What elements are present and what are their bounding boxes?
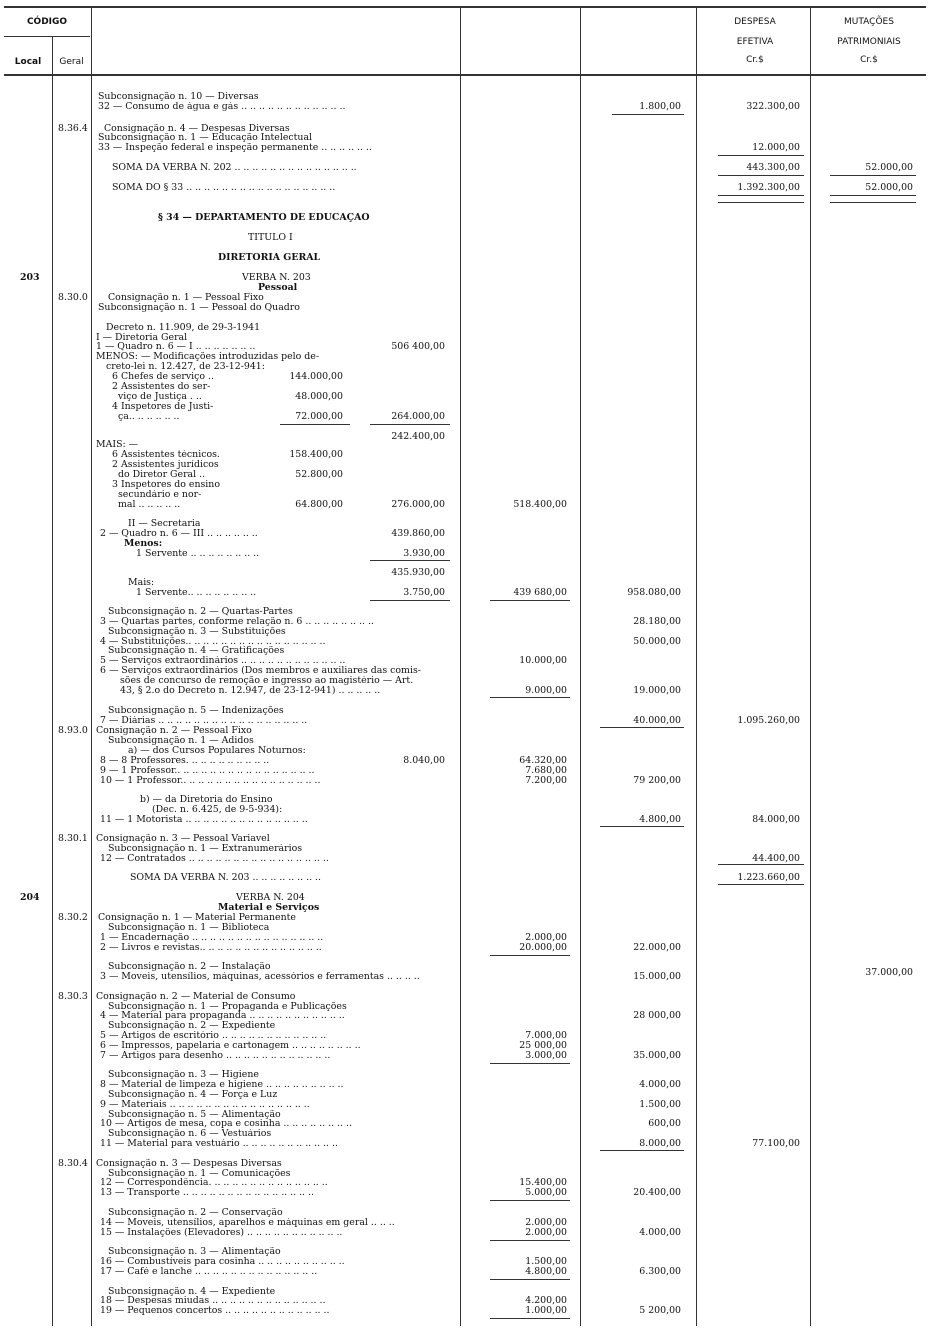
text-line: (Dec. n. 6.425, de 9-5-934): xyxy=(152,805,283,815)
subtotal-rule xyxy=(490,1200,570,1201)
text-line: 6 — Serviços extraordinários (Dos membros e auxiliares das comis- xyxy=(100,666,421,676)
text-line: ça.. .. .. .. .. .. xyxy=(118,412,180,422)
header-mutacoes-2: PATRIMONIAIS xyxy=(837,37,901,47)
text-line: Subconsignação n. 1 — Educação Intelectual xyxy=(98,133,313,143)
text-line: 33 — Inspeção federal e inspeção permanente .. .. .. .. .. .. xyxy=(98,143,372,153)
text-line: 1 — Quadro n. 6 — I .. .. .. .. .. .. .. xyxy=(96,342,256,352)
amount: 264.000,00 xyxy=(391,411,445,422)
header-bottom-rule xyxy=(4,74,926,76)
text-line: Consignação n. 2 — Material de Consumo xyxy=(96,992,296,1002)
amount: 1.223.660,00 xyxy=(737,872,800,883)
amount: 2.000,00 xyxy=(525,932,567,943)
text-line: DIRETORIA GERAL xyxy=(218,253,321,263)
text-line: 3 — Moveis, utensílios, máquinas, acessórios e ferramentas .. .. .. .. xyxy=(100,972,420,982)
text-line: II — Secretaria xyxy=(128,519,201,529)
text-line: 2 Assistentes jurídicos xyxy=(112,460,219,470)
amount: 15.400,00 xyxy=(519,1177,567,1188)
subtotal-rule xyxy=(600,826,684,827)
header-local: Local xyxy=(14,57,42,67)
text-line: Menos: xyxy=(124,539,163,549)
subtotal-rule xyxy=(490,1063,570,1064)
text-line: 5 — Serviços extraordinários .. .. .. .. .. .. .. .. .. .. .. .. xyxy=(100,656,346,666)
subtotal-rule xyxy=(718,864,804,865)
text-line: Subconsignação n. 3 — Higiene xyxy=(108,1070,259,1080)
amount: 40.000,00 xyxy=(633,715,681,726)
amount: 10.000,00 xyxy=(519,655,567,666)
code-geral: 8.36.4 xyxy=(58,123,88,134)
header-despesa-2: EFETIVA xyxy=(736,37,774,47)
col-rule-a xyxy=(460,8,461,1326)
subtotal-rule xyxy=(830,175,916,176)
subtotal-rule xyxy=(490,955,570,956)
text-line: 9 — Materiais .. .. .. .. .. .. .. .. .. .. .. .. .. .. .. .. xyxy=(100,1100,310,1110)
text-line: Subconsignação n. 2 — Conservação xyxy=(108,1208,283,1218)
amount: 4.200,00 xyxy=(525,1295,567,1306)
subtotal-rule xyxy=(370,600,450,601)
amount: 6.300,00 xyxy=(639,1266,681,1277)
header-mutacoes-3: Cr.$ xyxy=(860,55,878,65)
text-line: TÍTULO I xyxy=(248,233,293,243)
subtotal-rule xyxy=(490,1318,570,1319)
subtotal-rule xyxy=(490,1279,570,1280)
text-line: Subconsignação n. 1 — Comunicações xyxy=(108,1169,291,1179)
code-geral: 8.30.1 xyxy=(58,833,88,844)
text-line: Subconsignação n. 4 — Expediente xyxy=(108,1287,276,1297)
header-subrule xyxy=(4,36,90,37)
col-rule-geral xyxy=(91,8,92,1326)
text-line: Decreto n. 11.909, de 29-3-1941 xyxy=(106,323,261,333)
text-line: Material e Serviços xyxy=(218,903,320,913)
text-line: Consignação n. 1 — Pessoal Fixo xyxy=(108,293,264,303)
amount: 20.400,00 xyxy=(633,1187,681,1198)
subtotal-rule xyxy=(612,114,684,115)
text-line: 17 — Café e lanche .. .. .. .. .. .. .. .. .. .. .. .. .. .. xyxy=(100,1267,318,1277)
amount: 3.000,00 xyxy=(525,1050,567,1061)
code-local: 203 xyxy=(20,272,40,283)
amount: 4.800,00 xyxy=(639,814,681,825)
subtotal-rule xyxy=(718,175,804,176)
amount: 1.392.300,00 xyxy=(737,182,800,193)
text-line: mal .. .. .. .. .. xyxy=(118,500,181,510)
amount: 1.800,00 xyxy=(639,101,681,112)
text-line: 1 — Encadernação .. .. .. .. .. .. .. .. .. .. .. .. .. .. .. xyxy=(100,933,324,943)
amount: 242.400,00 xyxy=(391,431,445,442)
amount: 4.000,00 xyxy=(639,1079,681,1090)
subtotal-rule xyxy=(490,1240,570,1241)
text-line: Subconsignação n. 5 — Indenizações xyxy=(108,706,284,716)
amount: 9.000,00 xyxy=(525,685,567,696)
text-line: 6 — Impressos, papelaria e cartonagem .. .. .. .. .. .. .. .. xyxy=(100,1041,361,1051)
text-line: 2 Assistentes do ser- xyxy=(112,382,211,392)
amount: 144.000,00 xyxy=(289,371,343,382)
amount: 439.860,00 xyxy=(391,528,445,539)
code-geral: 8.30.0 xyxy=(58,292,88,303)
amount: 72.000,00 xyxy=(295,411,343,422)
text-line: 1 Servente .. .. .. .. .. .. .. .. xyxy=(136,549,260,559)
text-line: Subconsignação n. 2 — Expediente xyxy=(108,1021,276,1031)
text-line: 13 — Transporte .. .. .. .. .. .. .. .. .. .. .. .. .. .. .. xyxy=(100,1188,314,1198)
amount: 2.000,00 xyxy=(525,1217,567,1228)
amount: 7.680,00 xyxy=(525,765,567,776)
amount: 1.500,00 xyxy=(525,1256,567,1267)
text-line: 4 — Substituições.. .. .. .. .. .. .. .. .. .. .. .. .. .. .. .. xyxy=(100,637,326,647)
amount: 600,00 xyxy=(648,1118,681,1129)
amount: 22.000,00 xyxy=(633,942,681,953)
amount: 20.000,00 xyxy=(519,942,567,953)
text-line: Subconsignação n. 2 — Instalação xyxy=(108,962,271,972)
header-codigo: CÓDIGO xyxy=(26,17,68,27)
text-line: Consignação n. 4 — Despesas Diversas xyxy=(98,124,290,134)
amount: 1.000,00 xyxy=(525,1305,567,1316)
amount: 84.000,00 xyxy=(752,814,800,825)
text-line: 6 Assistentes técnicos. xyxy=(112,450,220,460)
header-despesa-1: DESPESA xyxy=(734,17,776,27)
text-line: Subconsignação n. 6 — Vestuários xyxy=(108,1129,272,1139)
text-line: 16 — Combustíveis para cosinha .. .. .. .. .. .. .. .. .. .. xyxy=(100,1257,345,1267)
text-line: MENOS: — Modificações introduzidas pelo de- xyxy=(96,352,319,362)
text-line: 9 — 1 Professor.. .. .. .. .. .. .. .. .. .. .. .. .. .. .. .. xyxy=(100,766,315,776)
text-line: viço de Justiça . .. xyxy=(118,392,202,402)
amount: 2.000,00 xyxy=(525,1227,567,1238)
subtotal-rule xyxy=(490,600,570,601)
amount: 28 000,00 xyxy=(633,1010,681,1021)
amount: 52.000,00 xyxy=(865,182,913,193)
amount: 439 680,00 xyxy=(513,587,567,598)
text-line: 19 — Pequenos concertos .. .. .. .. .. .. .. .. .. .. .. .. xyxy=(100,1306,330,1316)
amount: 48.000,00 xyxy=(295,391,343,402)
text-line: 10 — Artigos de mesa, copa e cosinha .. .. .. .. .. .. .. .. xyxy=(100,1119,352,1129)
text-line: Subconsignação n. 2 — Quartas-Partes xyxy=(108,607,293,617)
amount: 35.000,00 xyxy=(633,1050,681,1061)
header-despesa-3: Cr.$ xyxy=(746,55,764,65)
text-line: SOMA DA VERBA N. 203 .. .. .. .. .. .. .. .. xyxy=(130,873,322,883)
text-line: Subconsignação n. 3 — Alimentação xyxy=(108,1247,281,1257)
amount: 50.000,00 xyxy=(633,636,681,647)
text-line: 2 — Livros e revistas.. .. .. .. .. .. .. .. .. .. .. .. .. .. xyxy=(100,943,322,953)
subtotal-rule xyxy=(370,424,450,425)
text-line: 2 — Quadro n. 6 — III .. .. .. .. .. .. xyxy=(100,529,258,539)
amount: 79 200,00 xyxy=(633,775,681,786)
amount: 52.000,00 xyxy=(865,162,913,173)
amount: 958.080,00 xyxy=(627,587,681,598)
amount: 15.000,00 xyxy=(633,971,681,982)
code-geral: 8.30.2 xyxy=(58,912,88,923)
amount: 25 000,00 xyxy=(519,1040,567,1051)
subtotal-rule xyxy=(600,1150,684,1151)
text-line: secundário e nor- xyxy=(118,490,202,500)
amount: 4.000,00 xyxy=(639,1227,681,1238)
text-line: 8 — Material de limpeza e higiene .. .. .. .. .. .. .. .. .. xyxy=(100,1080,344,1090)
text-line: 6 Chefes de serviço .. xyxy=(112,372,215,382)
amount: 435.930,00 xyxy=(391,567,445,578)
text-line: Subconsignação n. 1 — Propaganda e Publicações xyxy=(108,1002,347,1012)
text-line: MAIS: — xyxy=(96,440,139,450)
amount: 19.000,00 xyxy=(633,685,681,696)
text-line: VERBA N. 203 xyxy=(242,273,311,283)
text-line: 4 — Material para propaganda .. .. .. .. .. .. .. .. .. .. .. xyxy=(100,1011,345,1021)
text-line: 8 — 8 Professores. .. .. .. .. .. .. .. .. .. xyxy=(100,756,270,766)
text-line: Subconsignação n. 5 — Alimentação xyxy=(108,1110,281,1120)
subtotal-rule xyxy=(600,727,684,728)
text-line: 5 — Artigos de escritório .. .. .. .. .. .. .. .. .. .. .. .. xyxy=(100,1031,327,1041)
text-line: VERBA N. 204 xyxy=(236,893,305,903)
text-line: 14 — Moveis, utensílios, aparelhos e máquinas em geral .. .. .. xyxy=(100,1218,395,1228)
subtotal-rule xyxy=(718,202,804,203)
amount: 7.000,00 xyxy=(525,1030,567,1041)
amount: 7.200,00 xyxy=(525,775,567,786)
amount: 322.300,00 xyxy=(746,101,800,112)
code-geral: 8.30.4 xyxy=(58,1158,88,1169)
amount: 8.000,00 xyxy=(639,1138,681,1149)
amount: 8.040,00 xyxy=(403,755,445,766)
amount: 276.000,00 xyxy=(391,499,445,510)
amount: 1.500,00 xyxy=(639,1099,681,1110)
code-geral: 8.30.3 xyxy=(58,991,88,1002)
amount: 52.800,00 xyxy=(295,469,343,480)
text-line: Subconsignação n. 1 — Biblioteca xyxy=(108,923,270,933)
amount: 77.100,00 xyxy=(752,1138,800,1149)
text-line: Consignação n. 3 — Despesas Diversas xyxy=(96,1159,282,1169)
text-line: 18 — Despesas miudas .. .. .. .. .. .. .. .. .. .. .. .. .. xyxy=(100,1296,326,1306)
text-line: 12 — Correspondência. .. .. .. .. .. .. .. .. .. .. .. .. .. xyxy=(100,1178,328,1188)
code-local: 204 xyxy=(20,892,40,903)
text-line: Subconsignação n. 4 — Força e Luz xyxy=(108,1090,278,1100)
text-line: sões de concurso de remoção e ingresso ao magistério — Art. xyxy=(120,676,414,686)
text-line: 7 — Diárias .. .. .. .. .. .. .. .. .. .. .. .. .. .. .. .. .. xyxy=(100,716,308,726)
amount: 518.400,00 xyxy=(513,499,567,510)
header-mutacoes-1: MUTAÇÕES xyxy=(844,17,894,27)
text-line: 3 — Quartas partes, conforme relação n. 6 .. .. .. .. .. .. .. .. xyxy=(100,617,374,627)
amount: 506 400,00 xyxy=(391,341,445,352)
text-line: Consignação n. 1 — Material Permanente xyxy=(98,913,296,923)
amount: 12.000,00 xyxy=(752,142,800,153)
subtotal-rule xyxy=(830,202,916,203)
text-line: Subconsignação n. 3 — Substituições xyxy=(108,627,286,637)
text-line: 7 — Artigos para desenho .. .. .. .. .. .. .. .. .. .. .. .. xyxy=(100,1051,331,1061)
text-line: 1 Servente.. .. .. .. .. .. .. .. xyxy=(136,588,257,598)
text-line: Pessoal xyxy=(258,283,298,293)
subtotal-rule xyxy=(718,195,804,196)
text-line: b) — da Diretoria do Ensino xyxy=(140,795,273,805)
text-line: Subconsignação n. 1 — Adidos xyxy=(108,736,254,746)
text-line: a) — dos Cursos Populares Noturnos: xyxy=(128,746,306,756)
col-rule-d xyxy=(810,8,811,1326)
text-line: Consignação n. 2 — Pessoal Fixo xyxy=(96,726,252,736)
text-line: 3 Inspetores do ensino xyxy=(112,480,220,490)
amount: 4.800,00 xyxy=(525,1266,567,1277)
text-line: 11 — 1 Motorista .. .. .. .. .. .. .. .. .. .. .. .. .. .. xyxy=(100,815,308,825)
amount: 3.750,00 xyxy=(403,587,445,598)
text-line: Consignação n. 3 — Pessoal Variavel xyxy=(96,834,270,844)
subtotal-rule xyxy=(830,195,916,196)
amount: 3.930,00 xyxy=(403,548,445,559)
text-line: Subconsignação n. 10 — Diversas xyxy=(98,92,259,102)
col-rule-local xyxy=(52,36,53,1326)
text-line: 4 Inspetores de Justi- xyxy=(112,402,214,412)
text-line: creto-lei n. 12.427, de 23-12-941: xyxy=(106,362,265,372)
amount: 28.180,00 xyxy=(633,616,681,627)
text-line: SOMA DA VERBA N. 202 .. .. .. .. .. .. .. .. .. .. .. .. .. .. xyxy=(112,163,357,173)
header-geral: Geral xyxy=(59,57,84,67)
code-geral: 8.93.0 xyxy=(58,725,88,736)
text-line: Mais: xyxy=(128,578,155,588)
amount: 64.320,00 xyxy=(519,755,567,766)
amount: 44.400,00 xyxy=(752,853,800,864)
text-line: § 34 — DEPARTAMENTO DE EDUCAÇÃO xyxy=(158,213,370,223)
text-line: Subconsignação n. 1 — Pessoal do Quadro xyxy=(98,303,300,313)
text-line: Subconsignação n. 4 — Gratificações xyxy=(108,646,285,656)
subtotal-rule xyxy=(370,560,450,561)
amount: 443.300,00 xyxy=(746,162,800,173)
text-line: 10 — 1 Professor.. .. .. .. .. .. .. .. .. .. .. .. .. .. .. .. xyxy=(100,776,321,786)
subtotal-rule xyxy=(718,884,804,885)
col-rule-c xyxy=(696,8,697,1326)
text-line: 32 — Consumo de água e gás .. .. .. .. .. .. .. .. .. .. .. .. xyxy=(98,102,346,112)
text-line: I — Diretoria Geral xyxy=(96,333,188,343)
text-line: Subconsignação n. 1 — Extranumerários xyxy=(108,844,303,854)
subtotal-rule xyxy=(490,697,570,698)
amount: 37.000,00 xyxy=(865,967,913,978)
amount: 1.095.260,00 xyxy=(737,715,800,726)
amount: 64.800,00 xyxy=(295,499,343,510)
amount: 5 200,00 xyxy=(639,1305,681,1316)
amount: 5.000,00 xyxy=(525,1187,567,1198)
text-line: 12 — Contratados .. .. .. .. .. .. .. .. .. .. .. .. .. .. .. .. xyxy=(100,854,329,864)
subtotal-rule xyxy=(280,424,350,425)
top-rule xyxy=(4,6,926,8)
amount: 158.400,00 xyxy=(289,449,343,460)
text-line: SOMA DO § 33 .. .. .. .. .. .. .. .. .. .. .. .. .. .. .. .. .. xyxy=(112,183,336,193)
text-line: 43, § 2.o do Decreto n. 12.947, de 23-12-941) .. .. .. .. .. xyxy=(120,686,381,696)
text-line: 11 — Material para vestuário .. .. .. .. .. .. .. .. .. .. .. xyxy=(100,1139,338,1149)
subtotal-rule xyxy=(718,155,804,156)
text-line: do Diretor Geral .. xyxy=(118,470,206,480)
text-line: 15 — Instalações (Elevadores) .. .. .. .. .. .. .. .. .. .. .. xyxy=(100,1228,343,1238)
